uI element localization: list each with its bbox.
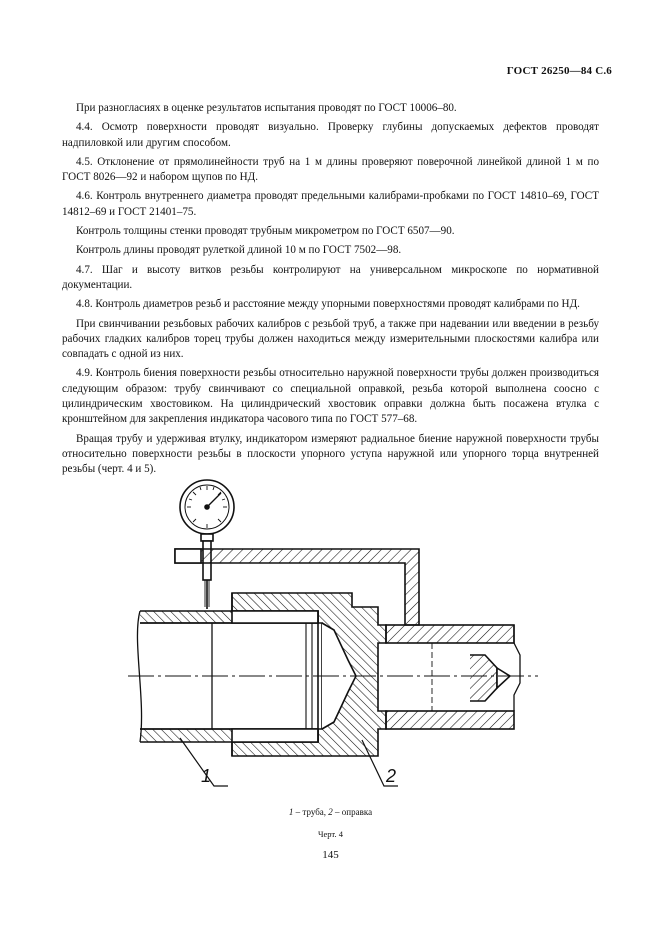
paragraph: 4.4. Осмотр поверхности проводят визуально. Проверку глубины допускаемых дефектов проводят надпиловкой или другим способом. — [62, 121, 599, 149]
paragraph: Вращая трубу и удерживая втулку, индикатором измеряют радиальное биение наружной поверхности трубы относительно поверхности резьбы в плоскости упорного уступа наружной или упорного торца внутренней резьбы (черт. 4 и 5). — [62, 432, 599, 476]
figure-number: Черт. 4 — [317, 829, 343, 839]
figure-caption: 1 – труба, 2 – оправка — [288, 807, 373, 817]
paragraph: Контроль длины проводят рулеткой длиной 10 м по ГОСТ 7502—98. — [76, 244, 402, 257]
figure-label-2: 2 — [386, 766, 397, 786]
paragraph: 4.5. Отклонение от прямолинейности труб на 1 м длины проверяют поверочной линейкой длиной 1 м по ГОСТ 8026—92 и набором щупов по НД. — [62, 155, 599, 184]
paragraph: 4.9. Контроль биения поверхности резьбы относительно наружной поверхности трубы должен производиться следующим образом: трубу свинчивают со специальной оправкой, резьба которой выполнена соосно с цилиндрическим хвостовиком. На цилиндрический хвостовик оправки должна быть посажена втулка с кронштейном для закрепления индикатора часового типа по ГОСТ 577–68. — [62, 367, 599, 426]
paragraph: Контроль толщины стенки проводят трубным микрометром по ГОСТ 6507—90. — [76, 225, 455, 238]
page-header: ГОСТ 26250—84 С.6 — [506, 65, 612, 77]
mandrel — [232, 593, 386, 756]
figure-label-1: 1 — [201, 766, 212, 786]
paragraph: При разногласиях в оценке результатов испытания проводят по ГОСТ 10006–80. — [76, 102, 457, 114]
paragraph: 4.6. Контроль внутреннего диаметра проводят предельными калибрами-пробками по ГОСТ 14810–69, ГОСТ 14812–69 и ГОСТ 21401–75. — [62, 190, 599, 218]
shank-center — [470, 655, 510, 701]
body-text — [62, 101, 599, 482]
caption-text-2: оправка — [341, 807, 373, 817]
caption-number-1: 1 — [288, 807, 294, 817]
caption-number-2: 2 — [328, 807, 333, 817]
page-number: 145 — [322, 849, 339, 861]
dial-indicator-icon — [180, 480, 234, 609]
paragraph: 4.8. Контроль диаметров резьб и расстояние между упорными поверхностями проводят калибрами по НД. — [76, 298, 580, 311]
paragraph: 4.7. Шаг и высоту витков резьбы контролируют на универсальном микроскопе по нормативной документации. — [62, 263, 599, 291]
technical-drawing — [110, 470, 550, 800]
caption-text-1: труба, — [302, 807, 327, 817]
paragraph: При свинчивании резьбовых рабочих калибров с резьбой труб, а также при надевании или введении в резьбу рабочих гладких калибров торец трубы должен находиться между измерительными плоскостями калибра или совпадать с одной из них. — [62, 317, 599, 361]
